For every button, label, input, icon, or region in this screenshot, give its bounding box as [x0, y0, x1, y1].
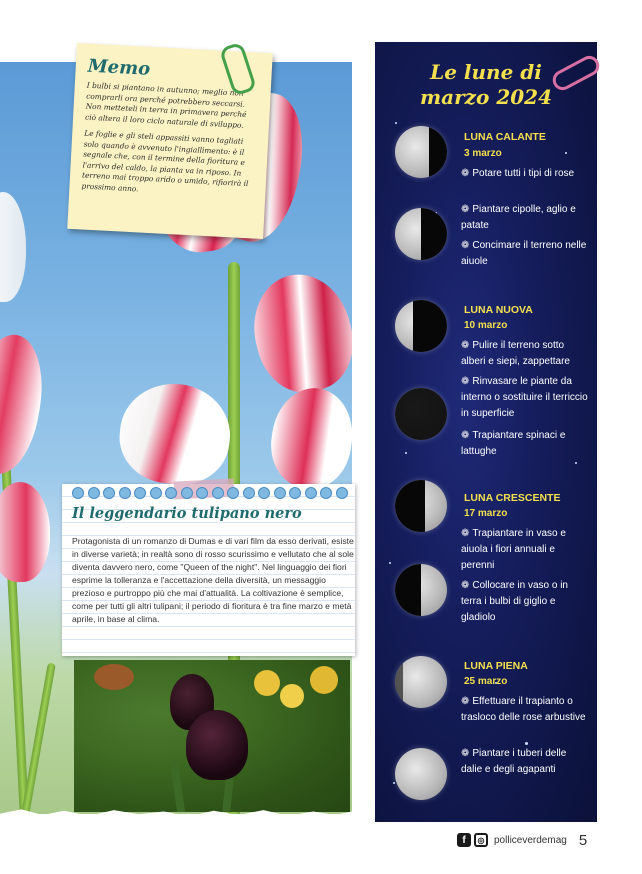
- task-item: ❁ Pulire il terreno sotto alberi e siepi, zappettare: [461, 340, 570, 367]
- memo-paragraph: I bulbi si piantano in autunno; meglio non comprarli ora perché potrebbero seccarsi. Non metteteli in terra in primavera perché ciò altera il loro ciclo naturale di sviluppo.: [84, 80, 247, 130]
- task-item: ❁ Concimare il terreno nelle aiuole: [461, 240, 587, 267]
- black-tulip-photo: [74, 660, 350, 812]
- task-item: ❁ Potare tutti i tipi di rose: [461, 168, 575, 179]
- task-item: ❁ Piantare i tuberi delle dalie e degli agapanti: [461, 748, 567, 775]
- flower-bullet-icon: ❁: [461, 204, 470, 215]
- flower-bullet-icon: ❁: [461, 240, 470, 251]
- phase-name: LUNA CALANTE: [464, 131, 546, 143]
- phase-date: 25 marzo: [464, 676, 508, 687]
- new-moon-icon: [395, 388, 447, 440]
- phase-name: LUNA PIENA: [464, 660, 528, 672]
- task-item: ❁ Collocare in vaso o in terra i bulbi di giglio e gladiolo: [461, 580, 568, 623]
- full-moon-icon: [395, 748, 447, 800]
- phase-date: 3 marzo: [464, 148, 502, 159]
- binder-rings: [72, 487, 348, 499]
- moon-calendar-panel: [375, 42, 597, 822]
- article-title: Il leggendario tulipano nero: [72, 505, 302, 522]
- task-item: ❁ Piantare cipolle, aglio e patate: [461, 204, 576, 231]
- footer: [457, 831, 587, 849]
- flower-bullet-icon: ❁: [461, 168, 470, 179]
- page-number: 5: [578, 831, 588, 849]
- article-body: Protagonista di un romanzo di Dumas e di vari film da esso derivati, esiste in diverse varietà; in realtà sono di rosso scurissimo e vellutato che al sole diventa davvero nero, come "Queen of the night". Nel linguaggio dei fiori esprime la tolleranza e l'accettazione della diversità, un messaggio prezioso e purtroppo più che mai d'attualità. La coltivazione è semplice, come per tutti gli altri tulipani; il periodo di fioritura è tra fine marzo e metà aprile, in base al clima.: [72, 536, 354, 624]
- task-item: ❁ Rinvasare le piante da interno o sostituire il terriccio in superficie: [461, 376, 588, 419]
- full-moon-icon: [395, 656, 447, 708]
- phase-date: 17 marzo: [464, 508, 508, 519]
- phase-name: LUNA CRESCENTE: [464, 492, 561, 504]
- waxing-moon-icon: [395, 480, 447, 532]
- flower-bullet-icon: ❁: [461, 696, 470, 707]
- waning-moon-icon: [395, 208, 447, 260]
- waxing-moon-icon: [395, 564, 447, 616]
- facebook-icon[interactable]: f: [457, 833, 471, 847]
- flower-bullet-icon: ❁: [461, 430, 470, 441]
- flower-bullet-icon: ❁: [461, 340, 470, 351]
- task-item: ❁ Trapiantare spinaci e lattughe: [461, 430, 566, 457]
- flower-bullet-icon: ❁: [461, 580, 470, 591]
- new-moon-icon: [395, 300, 447, 352]
- phase-date: 10 marzo: [464, 320, 508, 331]
- notebook-card: [62, 484, 355, 656]
- task-item: ❁ Trapiantare in vaso e aiuola i fiori annuali e perenni: [461, 528, 566, 571]
- social-handle[interactable]: polliceverdemag: [494, 834, 567, 846]
- flower-bullet-icon: ❁: [461, 376, 470, 387]
- flower-bullet-icon: ❁: [461, 528, 470, 539]
- flower-bullet-icon: ❁: [461, 748, 470, 759]
- instagram-icon[interactable]: ◎: [474, 833, 488, 847]
- moon-calendar-title: Le lune di marzo 2024: [420, 60, 552, 109]
- waning-moon-icon: [395, 126, 447, 178]
- task-item: ❁ Effettuare il trapianto o trasloco delle rose arbustive: [461, 696, 586, 723]
- phase-name: LUNA NUOVA: [464, 304, 533, 316]
- memo-title: Memo: [87, 55, 151, 80]
- memo-paragraph: Le foglie e gli steli appassiti vanno tagliati solo quando è avvenuto l'ingiallimento: è il segnale che, con il termine della fioritura e l'arrivo del caldo, la pianta va in riposo. In terreno mai troppo arido o umido, rifiorirà il prossimo anno.: [81, 128, 249, 194]
